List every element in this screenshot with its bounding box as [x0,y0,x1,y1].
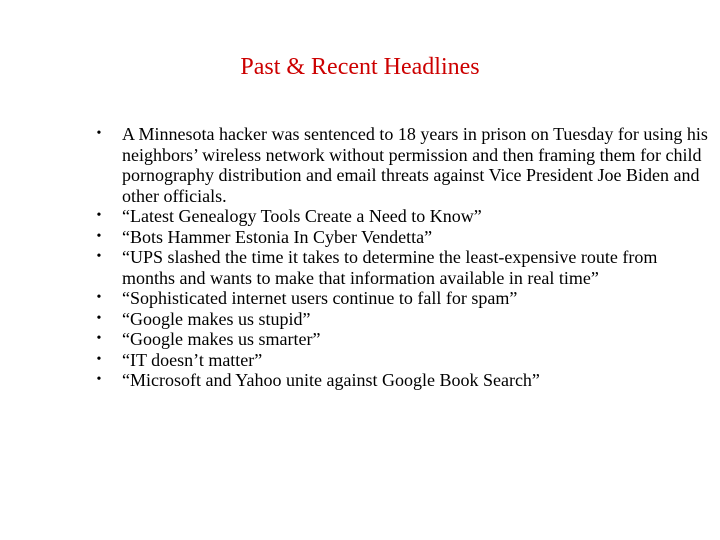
headline-item-genealogy-tools [92,206,710,227]
headline-item-microsoft-yahoo [92,370,710,391]
bullet-icon: • [96,351,102,367]
bullet-icon: • [96,310,102,326]
bullet-icon: • [96,208,102,223]
headline-text: “Sophisticated internet users continue to fall for spam” [122,288,518,308]
headline-text: “Latest Genealogy Tools Create a Need to Know” [122,206,482,226]
bullet-icon: • [96,331,102,346]
headline-text: A Minnesota hacker was sentenced to 18 years in prison on Tuesday for using his neighbors’ wireless network without permission and then framing them for child pornography distribution and email threats against Vice President Joe Biden and other officials. [122,124,708,206]
headline-item-it-matter [92,350,710,371]
bullet-icon: • [96,372,102,387]
headline-list [92,124,710,391]
bullet-icon: • [96,249,102,264]
headline-text: “IT doesn’t matter” [122,349,263,370]
headline-text: “Google makes us stupid” [122,308,311,329]
slide-title: Past & Recent Headlines [240,54,480,80]
headline-item-google-smarter [92,329,710,350]
headline-item-google-stupid [92,309,710,330]
bullet-icon: • [96,126,102,141]
headline-item-spam [92,288,710,309]
headline-text: “UPS slashed the time it takes to determine the least-expensive route from months and wants to make that information available in real time” [122,247,658,288]
bullet-icon: • [96,228,102,244]
headline-text: “Microsoft and Yahoo unite against Google Book Search” [122,370,540,390]
headline-text: “Bots Hammer Estonia In Cyber Vendetta” [122,226,433,247]
bullet-icon: • [96,290,102,305]
headline-item-estonia-bots [92,227,710,248]
headline-item-ups-routes [92,247,710,288]
headline-item-minnesota-hacker [92,124,710,206]
headline-text: “Google makes us smarter” [122,329,321,349]
